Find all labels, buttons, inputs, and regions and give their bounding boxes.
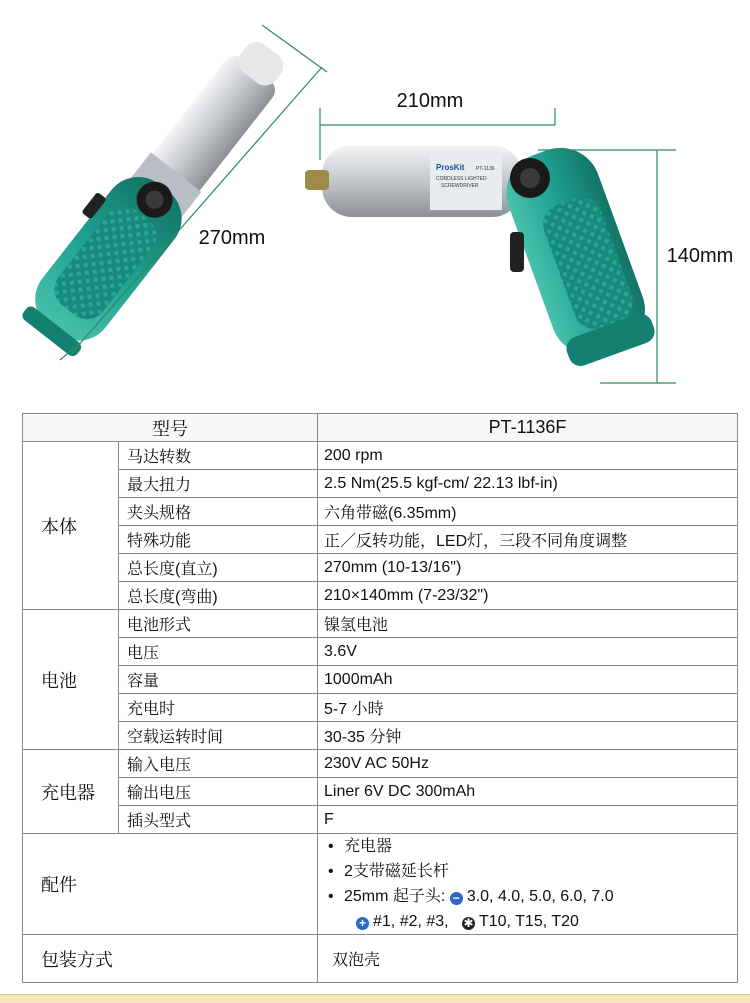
list-item: • 2支带磁延长杆 bbox=[328, 863, 449, 880]
straight-screwdriver bbox=[7, 19, 303, 362]
row-value: 正／反转功能，LED灯，三段不同角度调整 bbox=[318, 526, 738, 554]
group-label-packaging: 包装方式 bbox=[23, 935, 318, 983]
table-row bbox=[23, 778, 738, 806]
row-label: 输入电压 bbox=[119, 750, 318, 778]
accessory-text: 2支带磁延长杆 bbox=[344, 863, 449, 880]
table-row bbox=[23, 526, 738, 554]
row-value: 六角带磁(6.35mm) bbox=[318, 498, 738, 526]
accessories-row bbox=[23, 834, 738, 935]
table-row bbox=[23, 554, 738, 582]
torx-sizes: T10, T15, T20 bbox=[478, 913, 579, 930]
table-row bbox=[23, 498, 738, 526]
table-row bbox=[23, 750, 738, 778]
table-row bbox=[23, 610, 738, 638]
brand-logo: ProsKit bbox=[436, 163, 465, 172]
torx-bit-icon: ✱ bbox=[463, 916, 474, 930]
row-label: 夹头规格 bbox=[119, 498, 318, 526]
accessory-text: 充电器 bbox=[344, 838, 393, 855]
row-label: 特殊功能 bbox=[119, 526, 318, 554]
row-label: 总长度(直立) bbox=[119, 554, 318, 582]
table-row bbox=[23, 582, 738, 610]
list-item: • 充电器 bbox=[328, 838, 393, 855]
table-row bbox=[23, 470, 738, 498]
bent-screwdriver bbox=[305, 137, 658, 372]
packaging-row bbox=[23, 935, 738, 983]
straight-length-label: 270mm bbox=[198, 227, 266, 249]
phillips-bit-icon: + bbox=[356, 917, 369, 930]
row-value: 30-35 分钟 bbox=[318, 722, 738, 750]
accessory-text: 25mm 起子头: bbox=[344, 888, 446, 905]
row-value: F bbox=[318, 806, 738, 834]
row-value: 200 rpm bbox=[318, 442, 738, 470]
list-item: • 25mm 起子头: − 3.0, 4.0, 5.0, 6.0, 7.0 + #1, #2, #3, ✱ T10, T15, T20 bbox=[324, 884, 737, 934]
row-label: 电压 bbox=[119, 638, 318, 666]
row-label: 充电时 bbox=[119, 694, 318, 722]
table-row bbox=[23, 806, 738, 834]
row-value: 3.6V bbox=[318, 638, 738, 666]
row-value: 2.5 Nm(25.5 kgf-cm/ 22.13 lbf-in) bbox=[318, 470, 738, 498]
model-header-label: 型号 bbox=[23, 414, 318, 442]
row-label: 插头型式 bbox=[119, 806, 318, 834]
table-row bbox=[23, 722, 738, 750]
group-label-body: 本体 bbox=[23, 442, 119, 610]
bit-sizes-continued bbox=[344, 909, 737, 934]
model-header-value: PT-1136F bbox=[318, 414, 738, 442]
spec-header-row bbox=[23, 414, 738, 442]
bent-height-label: 140mm bbox=[666, 245, 734, 267]
row-label: 总长度(弯曲) bbox=[119, 582, 318, 610]
table-row bbox=[23, 638, 738, 666]
row-label: 电池形式 bbox=[119, 610, 318, 638]
brand-label-line1: CORDLESS LIGHTED bbox=[436, 176, 487, 182]
row-label: 容量 bbox=[119, 666, 318, 694]
row-value: 270mm (10-13/16") bbox=[318, 554, 738, 582]
table-row bbox=[23, 694, 738, 722]
row-label: 马达转数 bbox=[119, 442, 318, 470]
packaging-value: 双泡壳 bbox=[318, 935, 738, 983]
row-value: Liner 6V DC 300mAh bbox=[318, 778, 738, 806]
group-label-charger: 充电器 bbox=[23, 750, 119, 834]
row-label: 最大扭力 bbox=[119, 470, 318, 498]
row-value: 1000mAh bbox=[318, 666, 738, 694]
row-value: 镍氢电池 bbox=[318, 610, 738, 638]
row-label: 空载运转时间 bbox=[119, 722, 318, 750]
row-value: 230V AC 50Hz bbox=[318, 750, 738, 778]
row-value: 5-7 小時 bbox=[318, 694, 738, 722]
slotted-bit-icon: − bbox=[450, 892, 463, 905]
brand-label-line2: SCREWDRIVER bbox=[441, 183, 479, 189]
slotted-sizes: 3.0, 4.0, 5.0, 6.0, 7.0 bbox=[466, 888, 614, 905]
brand-model-mark: PT-1136 bbox=[476, 166, 495, 172]
table-row bbox=[23, 666, 738, 694]
row-label: 输出电压 bbox=[119, 778, 318, 806]
product-illustration bbox=[0, 0, 750, 400]
accessories-cell bbox=[318, 834, 738, 935]
row-value: 210×140mm (7-23/32") bbox=[318, 582, 738, 610]
accessories-list bbox=[324, 834, 737, 934]
spec-table bbox=[22, 413, 738, 983]
table-row bbox=[23, 442, 738, 470]
phillips-sizes: #1, #2, #3, bbox=[373, 913, 449, 930]
bent-length-label: 210mm bbox=[396, 90, 464, 112]
group-label-accessories: 配件 bbox=[23, 834, 318, 935]
group-label-battery: 电池 bbox=[23, 610, 119, 750]
